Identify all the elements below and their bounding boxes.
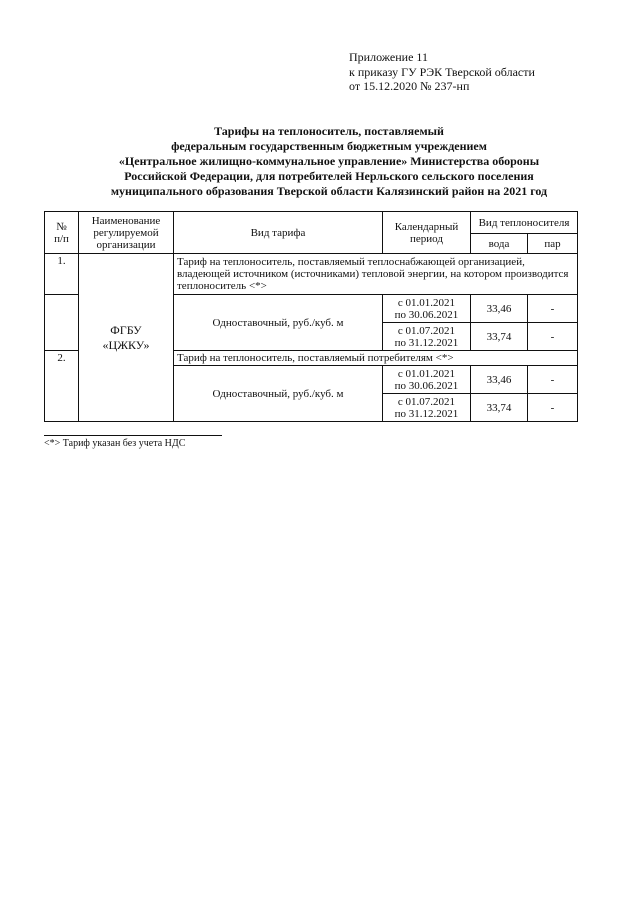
header-org: Наименование регулируемой организации [79, 212, 174, 254]
section-header: Тариф на теплоноситель, поставляемый теплоснабжающей организацией, владеющей источником (источниками) тепловой энергии, на котором производится теплоноситель <*> [174, 254, 578, 295]
section-num: 2. [45, 351, 79, 422]
header-steam: пар [528, 234, 578, 254]
document-title [40, 124, 618, 199]
period-cell: с 01.01.2021 по 30.06.2021 [383, 295, 471, 323]
appendix-block [349, 50, 535, 94]
header-water: вода [471, 234, 528, 254]
steam-value: - [528, 366, 578, 394]
header-row [45, 212, 578, 234]
header-tariff-type: Вид тарифа [174, 212, 383, 254]
tariff-type-cell: Одноставочный, руб./куб. м [174, 366, 383, 422]
water-value: 33,46 [471, 366, 528, 394]
water-value: 33,46 [471, 295, 528, 323]
appendix-order: к приказу ГУ РЭК Тверской области [349, 64, 535, 79]
title-line: Российской Федерации, для потребителей Нерльского сельского поселения [124, 169, 534, 183]
water-value: 33,74 [471, 394, 528, 422]
water-value: 33,74 [471, 323, 528, 351]
section-header-row [45, 254, 578, 295]
title-line: Тарифы на теплоноситель, поставляемый [214, 124, 444, 138]
period-cell: с 01.01.2021 по 30.06.2021 [383, 366, 471, 394]
title-line: муниципального образования Тверской области Калязинский район на 2021 год [110, 184, 548, 198]
section-num: 1. [45, 254, 79, 295]
header-num: № п/п [45, 212, 79, 254]
tariff-table [44, 211, 578, 422]
title-line: федеральным государственным бюджетным учреждением [171, 139, 487, 153]
header-carrier: Вид теплоносителя [471, 212, 578, 234]
steam-value: - [528, 394, 578, 422]
num-spacer [45, 295, 79, 351]
footnote-divider [44, 435, 222, 436]
steam-value: - [528, 295, 578, 323]
appendix-number: Приложение 11 [349, 50, 428, 64]
header-period: Календарный период [383, 212, 471, 254]
footnote: <*> Тариф указан без учета НДС [44, 438, 186, 449]
steam-value: - [528, 323, 578, 351]
tariff-type-cell: Одноставочный, руб./куб. м [174, 295, 383, 351]
period-cell: с 01.07.2021 по 31.12.2021 [383, 394, 471, 422]
title-line: «Центральное жилищно-коммунальное управление» Министерства обороны [118, 154, 540, 168]
appendix-date: от 15.12.2020 № 237-нп [349, 79, 470, 93]
period-cell: с 01.07.2021 по 31.12.2021 [383, 323, 471, 351]
org-name-cell: ФГБУ «ЦЖКУ» [79, 254, 174, 422]
section-header: Тариф на теплоноситель, поставляемый потребителям <*> [174, 351, 578, 366]
